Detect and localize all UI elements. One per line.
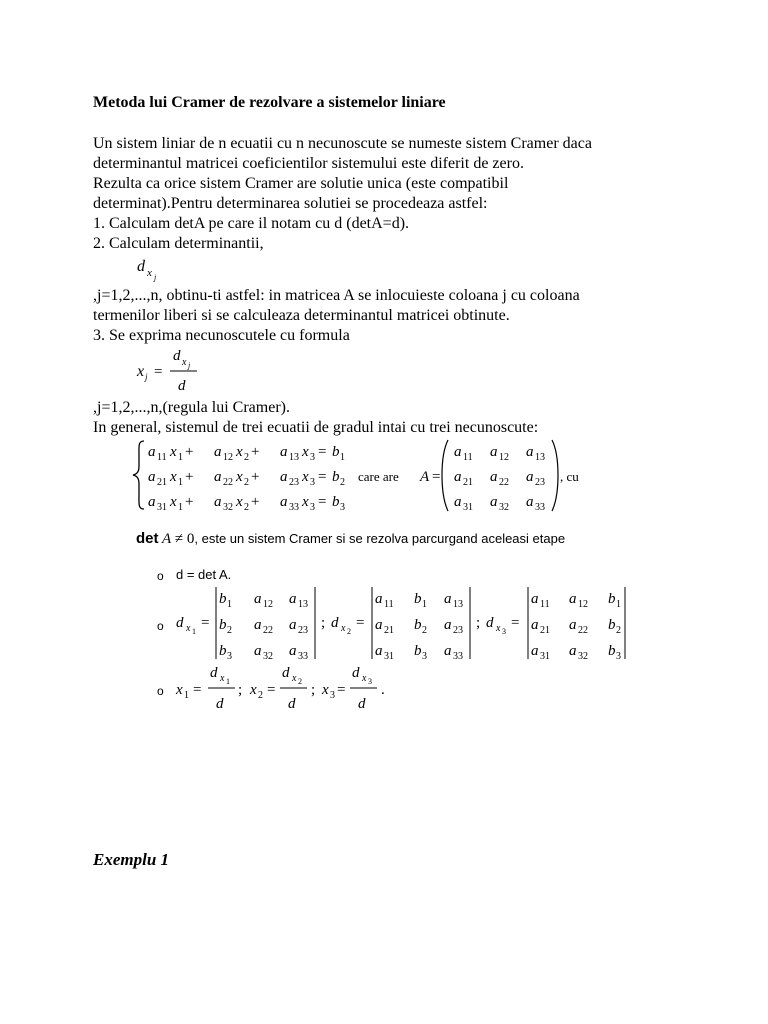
svg-text:3: 3 xyxy=(310,452,315,463)
svg-text:31: 31 xyxy=(540,651,550,662)
svg-text:+: + xyxy=(251,444,260,460)
svg-text:23: 23 xyxy=(289,477,299,488)
paragraph-line: ,j=1,2,...,n, obtinu-ti astfel: in matricea A se inlocuieste coloana j cu coloana xyxy=(93,287,580,304)
svg-text:d: d xyxy=(282,665,290,681)
svg-text:=: = xyxy=(267,682,276,698)
svg-text:b: b xyxy=(414,591,422,607)
svg-text:21: 21 xyxy=(384,625,394,636)
example-heading: Exemplu 1 xyxy=(93,850,170,869)
svg-text:b: b xyxy=(332,494,340,510)
svg-text:=: = xyxy=(432,469,441,485)
svg-text:31: 31 xyxy=(463,502,473,513)
svg-text:a: a xyxy=(444,591,452,607)
svg-text:+: + xyxy=(185,494,194,510)
svg-text:a: a xyxy=(454,444,462,460)
svg-text:11: 11 xyxy=(384,599,394,610)
svg-text:d: d xyxy=(137,258,145,275)
svg-text:d: d xyxy=(358,696,366,712)
det-condition-line: det A ≠ 0, este un sistem Cramer si se rezolva parcurgand aceleasi etape xyxy=(136,530,566,547)
svg-text:31: 31 xyxy=(157,502,167,513)
svg-text:=: = xyxy=(201,615,210,631)
svg-text:21: 21 xyxy=(463,477,473,488)
svg-text:d: d xyxy=(173,348,181,364)
svg-text:x: x xyxy=(302,444,309,460)
svg-text:x: x xyxy=(137,363,145,380)
svg-text:;: ; xyxy=(476,615,481,631)
svg-text:21: 21 xyxy=(540,625,550,636)
svg-text:2: 2 xyxy=(244,452,249,463)
svg-text:j: j xyxy=(145,372,148,382)
svg-text:=: = xyxy=(318,469,327,485)
svg-text:d: d xyxy=(331,615,339,631)
svg-text:j: j xyxy=(188,361,191,370)
svg-text:x: x xyxy=(170,444,177,460)
svg-text:a: a xyxy=(490,444,498,460)
svg-text:3: 3 xyxy=(502,627,506,636)
svg-text:x: x xyxy=(176,682,183,698)
svg-text:a: a xyxy=(254,617,262,633)
svg-text:23: 23 xyxy=(453,625,463,636)
determinants-formula xyxy=(174,583,630,663)
svg-text:=: = xyxy=(337,682,346,698)
svg-text:x: x xyxy=(220,673,225,684)
svg-text:a: a xyxy=(531,643,539,659)
svg-text:b: b xyxy=(332,469,340,485)
svg-text:x: x xyxy=(170,469,177,485)
svg-text:=: = xyxy=(356,615,365,631)
svg-text:12: 12 xyxy=(578,599,588,610)
svg-text:3: 3 xyxy=(616,651,621,662)
svg-text:=: = xyxy=(154,364,163,380)
svg-text:3: 3 xyxy=(330,690,335,701)
svg-text:=: = xyxy=(193,682,202,698)
svg-text:a: a xyxy=(490,494,498,510)
bullet-marker: o xyxy=(157,619,164,633)
svg-text:=: = xyxy=(511,615,520,631)
svg-text:x: x xyxy=(182,357,187,368)
svg-text:13: 13 xyxy=(453,599,463,610)
svg-text:22: 22 xyxy=(223,477,233,488)
svg-text:x: x xyxy=(341,623,346,634)
svg-text:33: 33 xyxy=(535,502,545,513)
svg-text:a: a xyxy=(148,444,156,460)
svg-text:a: a xyxy=(569,643,577,659)
step-2-line: 2. Calculam determinantii, xyxy=(93,235,264,252)
svg-text:a: a xyxy=(526,444,534,460)
svg-text:a: a xyxy=(444,643,452,659)
bullet-marker: o xyxy=(157,569,164,583)
svg-text:32: 32 xyxy=(499,502,509,513)
svg-text:12: 12 xyxy=(499,452,509,463)
svg-text:a: a xyxy=(569,591,577,607)
svg-text:23: 23 xyxy=(535,477,545,488)
svg-text:a: a xyxy=(444,617,452,633)
det-condition-text: , este un sistem Cramer si se rezolva parcurgand aceleasi etape xyxy=(194,531,566,546)
svg-text:a: a xyxy=(280,494,288,510)
svg-text:x: x xyxy=(186,623,191,634)
svg-text:a: a xyxy=(289,617,297,633)
svg-text:;: ; xyxy=(311,682,316,698)
svg-text:32: 32 xyxy=(223,502,233,513)
svg-text:b: b xyxy=(219,643,227,659)
svg-text:b: b xyxy=(332,444,340,460)
svg-text:b: b xyxy=(414,617,422,633)
svg-text:+: + xyxy=(251,494,260,510)
svg-text:x: x xyxy=(322,682,329,698)
svg-text:x: x xyxy=(292,673,297,684)
svg-text:a: a xyxy=(375,643,383,659)
svg-text:22: 22 xyxy=(499,477,509,488)
care-are-text: care are xyxy=(358,469,399,484)
svg-text:13: 13 xyxy=(298,599,308,610)
svg-text:2: 2 xyxy=(616,625,621,636)
svg-text:13: 13 xyxy=(535,452,545,463)
svg-text:x: x xyxy=(302,469,309,485)
svg-text:a: a xyxy=(148,469,156,485)
svg-text:.: . xyxy=(381,682,385,698)
paragraph-line: determinantul matricei coeficientilor sistemului este diferit de zero. xyxy=(93,155,524,172)
svg-text:x: x xyxy=(170,494,177,510)
svg-text:+: + xyxy=(185,444,194,460)
svg-text:;: ; xyxy=(321,615,326,631)
svg-text:1: 1 xyxy=(184,690,189,701)
paragraph-line: In general, sistemul de trei ecuatii de gradul intai cu trei necunoscute: xyxy=(93,419,539,436)
svg-text:a: a xyxy=(289,591,297,607)
svg-text:b: b xyxy=(608,591,616,607)
svg-text:2: 2 xyxy=(244,502,249,513)
svg-text:a: a xyxy=(148,494,156,510)
svg-text:j: j xyxy=(154,273,157,282)
svg-text:a: a xyxy=(490,469,498,485)
svg-text:32: 32 xyxy=(263,651,273,662)
svg-text:3: 3 xyxy=(310,502,315,513)
svg-text:1: 1 xyxy=(340,452,345,463)
svg-text:x: x xyxy=(147,267,152,279)
svg-text:a: a xyxy=(526,469,534,485)
svg-text:a: a xyxy=(375,591,383,607)
svg-text:23: 23 xyxy=(298,625,308,636)
svg-text:d: d xyxy=(176,615,184,631)
svg-text:x: x xyxy=(496,623,501,634)
svg-text:32: 32 xyxy=(578,651,588,662)
svg-text:a: a xyxy=(531,591,539,607)
svg-text:3: 3 xyxy=(227,651,232,662)
svg-text:b: b xyxy=(414,643,422,659)
svg-text:1: 1 xyxy=(616,599,621,610)
step-1-line: 1. Calculam detA pe care il notam cu d (detA=d). xyxy=(93,215,410,232)
svg-text:3: 3 xyxy=(422,651,427,662)
svg-text:2: 2 xyxy=(258,690,263,701)
paragraph-line: determinat).Pentru determinarea solutiei se procedeaza astfel: xyxy=(93,195,488,212)
svg-text:+: + xyxy=(185,469,194,485)
paragraph-line: Un sistem liniar de n ecuatii cu n necunoscute se numeste sistem Cramer daca xyxy=(93,135,592,152)
svg-text:1: 1 xyxy=(227,599,232,610)
svg-text:2: 2 xyxy=(244,477,249,488)
svg-text:x: x xyxy=(236,494,243,510)
paragraph-line: termenilor liberi si se calculeaza determinantul matricei obtinute. xyxy=(93,307,510,324)
svg-text:a: a xyxy=(531,617,539,633)
svg-text:11: 11 xyxy=(540,599,550,610)
document-title: Metoda lui Cramer de rezolvare a sistemelor liniare xyxy=(93,94,446,111)
svg-text:a: a xyxy=(280,444,288,460)
svg-text:a: a xyxy=(569,617,577,633)
svg-text:33: 33 xyxy=(298,651,308,662)
svg-text:1: 1 xyxy=(178,452,183,463)
svg-text:a: a xyxy=(375,617,383,633)
svg-text:a: a xyxy=(214,494,222,510)
svg-text:a: a xyxy=(254,591,262,607)
svg-text:x: x xyxy=(250,682,257,698)
svg-text:x: x xyxy=(236,469,243,485)
cu-text: , cu xyxy=(560,469,579,484)
svg-text:1: 1 xyxy=(226,677,230,686)
svg-text:11: 11 xyxy=(463,452,473,463)
svg-text:d: d xyxy=(178,378,186,394)
svg-text:2: 2 xyxy=(227,625,232,636)
svg-text:12: 12 xyxy=(223,452,233,463)
svg-text:d: d xyxy=(288,696,296,712)
svg-text:22: 22 xyxy=(578,625,588,636)
svg-text:1: 1 xyxy=(192,627,196,636)
svg-text:a: a xyxy=(214,444,222,460)
svg-text:+: + xyxy=(251,469,260,485)
svg-text:a: a xyxy=(254,643,262,659)
svg-text:22: 22 xyxy=(263,625,273,636)
svg-text:2: 2 xyxy=(347,627,351,636)
svg-text:2: 2 xyxy=(340,477,345,488)
svg-text:x: x xyxy=(302,494,309,510)
svg-text:2: 2 xyxy=(422,625,427,636)
svg-text:3: 3 xyxy=(310,477,315,488)
svg-text:b: b xyxy=(608,643,616,659)
svg-text:a: a xyxy=(214,469,222,485)
svg-text:a: a xyxy=(526,494,534,510)
svg-text:12: 12 xyxy=(263,599,273,610)
svg-text:b: b xyxy=(219,591,227,607)
svg-text:a: a xyxy=(454,494,462,510)
svg-text:13: 13 xyxy=(289,452,299,463)
step-3-line: 3. Se exprima necunoscutele cu formula xyxy=(93,327,350,344)
svg-text:21: 21 xyxy=(157,477,167,488)
svg-text:d: d xyxy=(216,696,224,712)
svg-text:31: 31 xyxy=(384,651,394,662)
bullet-1-text: d = det A. xyxy=(176,567,232,582)
paragraph-line: Rezulta ca orice sistem Cramer are solutie unica (este compatibil xyxy=(93,175,509,192)
svg-text:d: d xyxy=(486,615,494,631)
svg-text:1: 1 xyxy=(422,599,427,610)
svg-text:A: A xyxy=(420,469,430,485)
svg-text:=: = xyxy=(318,494,327,510)
svg-text:b: b xyxy=(608,617,616,633)
svg-text:=: = xyxy=(318,444,327,460)
formula-xj xyxy=(134,344,204,396)
svg-text:a: a xyxy=(280,469,288,485)
svg-text:3: 3 xyxy=(340,502,345,513)
svg-text:d: d xyxy=(210,665,218,681)
svg-text:a: a xyxy=(454,469,462,485)
svg-text:1: 1 xyxy=(178,502,183,513)
system-equations xyxy=(130,436,600,514)
solution-formulas xyxy=(174,662,404,714)
svg-text:d: d xyxy=(352,665,360,681)
bullet-marker: o xyxy=(157,684,164,698)
svg-text:b: b xyxy=(219,617,227,633)
svg-text:a: a xyxy=(289,643,297,659)
svg-text:2: 2 xyxy=(298,677,302,686)
svg-text:1: 1 xyxy=(178,477,183,488)
svg-text:33: 33 xyxy=(289,502,299,513)
svg-text:11: 11 xyxy=(157,452,167,463)
paragraph-line: ,j=1,2,...,n,(regula lui Cramer). xyxy=(93,399,290,416)
svg-text:x: x xyxy=(362,673,367,684)
svg-text:3: 3 xyxy=(368,677,372,686)
formula-d-xj xyxy=(134,254,174,282)
svg-text:x: x xyxy=(236,444,243,460)
svg-text:;: ; xyxy=(238,682,243,698)
svg-text:33: 33 xyxy=(453,651,463,662)
